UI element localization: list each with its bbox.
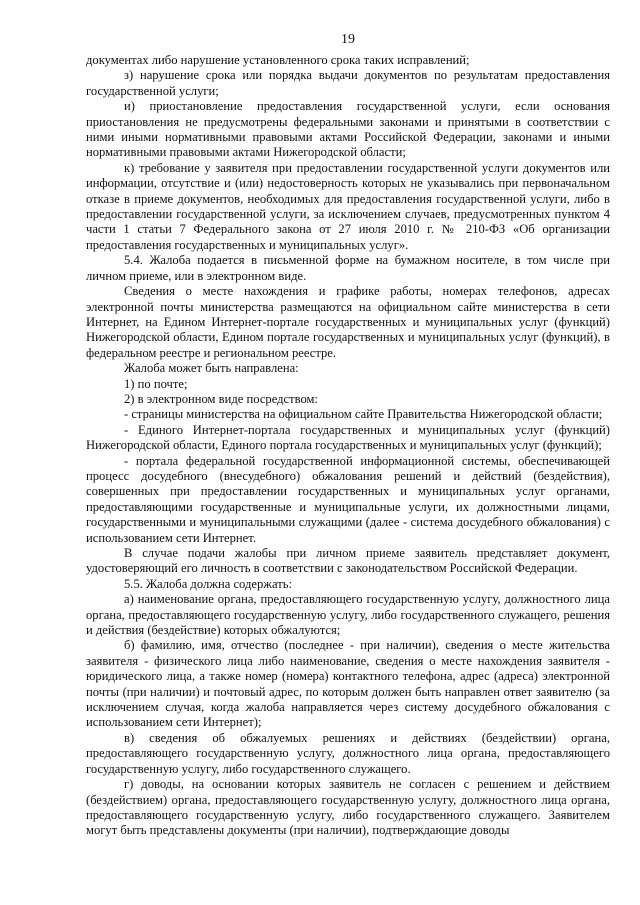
paragraph: Сведения о месте нахождения и графике работы, номерах телефонов, адресах электронной почты министерства размещаются на официальном сайте министерства в сети Интернет, на Едином Интернет-портале государственных и муниципальных услуг (функций) Нижегородской области, Едином портале государственных и муниципальных услуг (функций), в федеральном реестре и региональном реестре. xyxy=(86,284,610,360)
paragraph: 5.4. Жалоба подается в письменной форме на бумажном носителе, в том числе при личном приеме, или в электронном виде. xyxy=(86,253,610,283)
paragraph: б) фамилию, имя, отчество (последнее - при наличии), сведения о месте жительства заявителя - физического лица либо наименование, сведения о месте нахождения заявителя - юридического лица, а также номер (номера) контактного телефона, адрес (адреса) электронной почты (при наличии) и почтовый адрес, по которым должен быть направлен ответ заявителю (за исключением случая, когда жалоба направляется через систему досудебного обжалования с использованием сети Интернет); xyxy=(86,638,610,730)
page-number: 19 xyxy=(341,32,355,47)
paragraph: - Единого Интернет-портала государственных и муниципальных услуг (функций) Нижегородской области, Единого портала государственных и муниципальных услуг (функций); xyxy=(86,422,610,453)
paragraph: а) наименование органа, предоставляющего государственную услугу, должностного лица органа, предоставляющего государственную услугу, либо государственного служащего, решения и действия (бездействие) которых обжалуются; xyxy=(86,592,610,638)
paragraph: В случае подачи жалобы при личном приеме заявитель представляет документ, удостоверяющий его личность в соответствии с законодательством Российской Федерации. xyxy=(86,546,610,576)
paragraph: документах либо нарушение установленного срока таких исправлений; xyxy=(86,53,470,67)
paragraph: в) сведения об обжалуемых решениях и действиях (бездействии) органа, предоставляющего государственную услугу, должностного лица органа, предоставляющего государственную услугу, либо государственного служащего. xyxy=(86,730,610,776)
document-body xyxy=(86,53,610,839)
paragraph: - страницы министерства на официальном сайте Правительства Нижегородской области; xyxy=(124,407,603,422)
paragraph: з) нарушение срока или порядка выдачи документов по результатам предоставления государственной услуги; xyxy=(86,68,610,98)
paragraph: г) доводы, на основании которых заявитель не согласен с решением и действием (бездействием) органа, предоставляющего государственную услугу, должностного лица органа, предоставляющего государственную услугу, либо государственного служащего. Заявителем могут быть представлены документы (при наличии), подтверждающие доводы xyxy=(86,777,610,838)
paragraph: Жалоба может быть направлена: xyxy=(124,361,299,376)
paragraph: 1) по почте; xyxy=(124,376,188,391)
paragraph: и) приостановление предоставления государственной услуги, если основания приостановления не предусмотрены федеральными законами и принятыми в соответствии с ними иными нормативными правовыми актами Российской Федерации, законами и иными нормативными правовыми актами Нижегородской области; xyxy=(86,99,610,160)
paragraph: к) требование у заявителя при предоставлении государственной услуги документов или информации, отсутствие и (или) недостоверность которых не указывались при первоначальном отказе в приеме документов, необходимых для предоставления государственной услуги, либо в предоставлении государственной услуги, за исключением случаев, предусмотренных пунктом 4 части 1 статьи 7 Федерального закона от 27 июля 2010 г. № 210-ФЗ «Об организации предоставления государственных и муниципальных услуг». xyxy=(86,160,610,252)
paragraph: 5.5. Жалоба должна содержать: xyxy=(124,576,292,591)
paragraph: - портала федеральной государственной информационной системы, обеспечивающей процесс досудебного (внесудебного) обжалования решений и действий (бездействия), совершенных при предоставлении государственных и муниципальных услуг органами, предоставляющими государственные и муниципальные услуги, их должностными лицами, государственными и муниципальными служащими (далее - система досудебного обжалования) с использованием сети Интернет. xyxy=(86,453,610,545)
paragraph: 2) в электронном виде посредством: xyxy=(124,391,319,406)
